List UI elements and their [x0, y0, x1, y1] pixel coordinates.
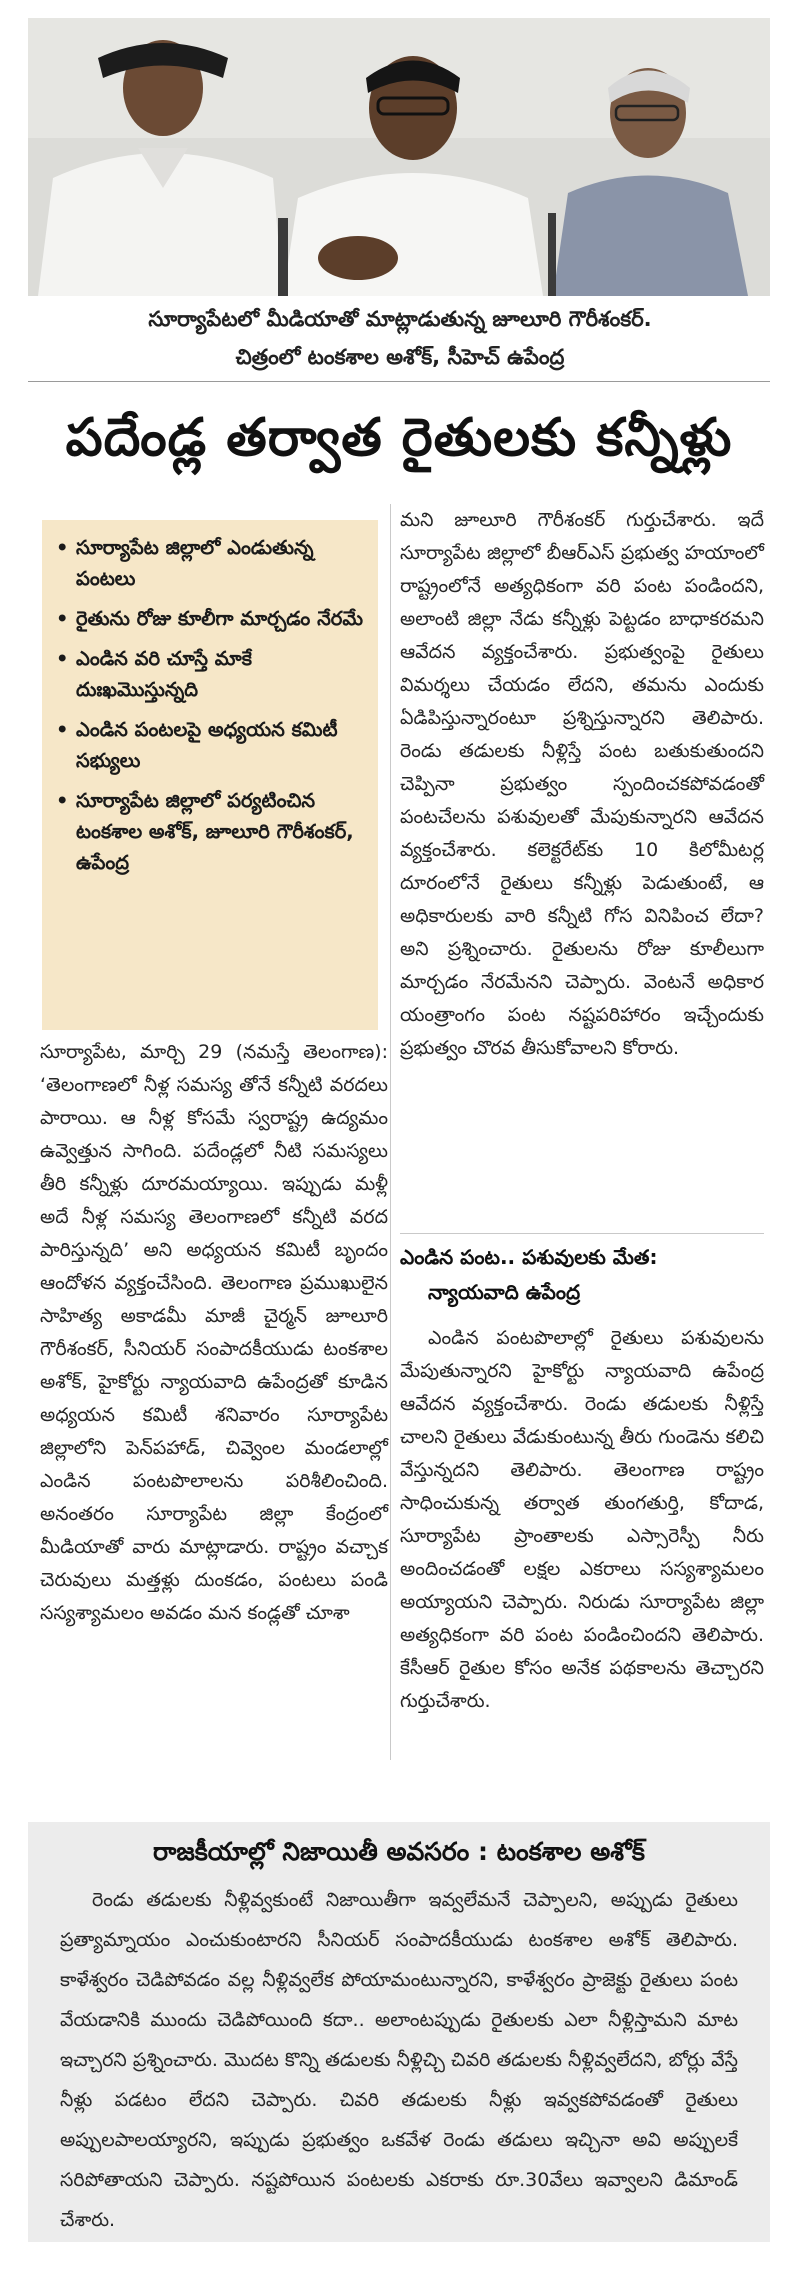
highlights-box — [42, 520, 378, 1030]
press-meet-photo — [28, 18, 770, 296]
article-column-1 — [40, 1036, 388, 1630]
highlight-item — [56, 643, 366, 705]
column-divider — [390, 504, 391, 1760]
article-paragraph: మని జూలూరి గౌరీశంకర్ గుర్తుచేశారు. ఇదే సూర్యాపేట జిల్లాలో బీఆర్‌ఎస్ ప్రభుత్వ హయాంలో రాష్ట్రంలోనే అత్యధికంగా వరి పంట పండిందని, అలాంటి జిల్లా నేడు కన్నీళ్లు పెట్టడం బాధాకరమని ఆవేదన వ్యక్తంచేశారు. ప్రభుత్వంపై రైతులు విమర్శలు చేయడం లేదని, తమను ఎందుకు ఏడిపిస్తున్నారంటూ ప్రశ్నిస్తున్నారని తెలిపారు. రెండు తడులకు నీళ్లిస్తే పంట బతుకుతుందని చెప్పినా ప్రభుత్వం స్పందించకపోవడంతో పంటచేలను పశువులతో మేపుకున్నారని ఆవేదన వ్యక్తంచేశారు. కలెక్టరేట్‌కు 10 కిలోమీటర్ల దూరంలోనే రైతులు కన్నీళ్లు పెడుతుంటే, ఆ అధికారులకు వారి కన్నీటి గోస వినిపించ లేదా? అని ప్రశ్నించారు. రైతులను రోజు కూలీలుగా మార్చడం నేరమేనని చెప్పారు. వెంటనే అధికార యంత్రాంగం పంట నష్టపరిహారం ఇచ్చేందుకు ప్రభుత్వం చొరవ తీసుకోవాలని కోరారు. — [400, 509, 764, 1059]
sidebar-title: రాజకీయాల్లో నిజాయితీ అవసరం : టంకశాల అశోక్ — [153, 1837, 645, 1866]
subheading-line-2: న్యాయవాది ఉపేంద్ర — [428, 1280, 581, 1304]
article-column-2b — [400, 1322, 764, 1718]
news-photo — [28, 18, 770, 296]
article-column-2 — [400, 504, 764, 1065]
bullet-icon: • — [56, 789, 69, 812]
subheading — [400, 1240, 764, 1310]
photo-caption — [40, 300, 760, 376]
article-paragraph: ఎండిన పంటపొలాల్లో రైతులు పశువులను మేపుతున్నారని హైకోర్టు న్యాయవాది ఉపేంద్ర ఆవేదన వ్యక్తంచేశారు. రెండు తడులకు నీళ్లిస్తే చాలని రైతులు వేడుకుంటున్న తీరు గుండెను కలిచి వేస్తున్నదని తెలిపారు. తెలంగాణ రాష్ట్రం సాధించుకున్న తర్వాత తుంగతుర్తి, కోదాడ, సూర్యాపేట ప్రాంతాలకు ఎస్సారెస్పీ నీరు అందించడంతో లక్షల ఎకరాలు సస్యశ్యామలం అయ్యాయని చెప్పారు. నిరుడు సూర్యాపేట జిల్లా అత్యధికంగా వరి పంట పండించిందని తెలిపారు. కేసీఆర్ రైతుల కోసం అనేక పథకాలను తెచ్చారని గుర్తుచేశారు. — [400, 1327, 764, 1712]
bullet-icon: • — [56, 607, 69, 630]
highlight-item — [56, 603, 366, 634]
subheading-line-1: ఎండిన పంట.. పశువులకు మేత: — [400, 1245, 658, 1269]
article-paragraph: సూర్యాపేట, మార్చి 29 (నమస్తే తెలంగాణ): ‘తెలంగాణలో నీళ్ల సమస్య తోనే కన్నీటి వరదలు పారాయి. ఆ నీళ్ల కోసమే స్వరాష్ట్ర ఉద్యమం ఉవ్వెత్తున సాగింది. పదేండ్లలో నీటి సమస్యలు తీరి కన్నీళ్లు దూరమయ్యాయి. ఇప్పుడు మళ్లీ అదే నీళ్ల సమస్య తెలంగాణలో కన్నీటి వరద పారిస్తున్నది’ అని అధ్యయన కమిటీ బృందం ఆందోళన వ్యక్తంచేసింది. తెలంగాణ ప్రముఖులైన సాహిత్య అకాడమీ మాజీ చైర్మన్ జూలూరి గౌరీశంకర్, సీనియర్ సంపాదకీయుడు టంకశాల అశోక్, హైకోర్టు న్యాయవాది ఉపేంద్రతో కూడిన అధ్యయన కమిటీ శనివారం సూర్యాపేట జిల్లాలోని పెన్‌పహాడ్, చివ్వెంల మండలాల్లో ఎండిన పంటపొలాలను పరిశీలించింది. అనంతరం సూర్యాపేట జిల్లా కేంద్రంలో మీడియాతో వారు మాట్లాడారు. రాష్ట్రం వచ్చాక చెరువులు మత్తళ్లు దుంకడం, పంటలు పండి సస్యశ్యామలం అవడం మన కండ్లతో చూశా — [40, 1041, 388, 1624]
highlight-text: ఎండిన వరి చూస్తే మాకే దుఃఖమొస్తున్నది — [76, 647, 252, 701]
caption-line-1: సూర్యాపేటలో మీడియాతో మాట్లాడుతున్న జూలూరి గౌరీశంకర్. — [148, 307, 652, 331]
caption-line-2: చిత్రంలో టంకశాల అశోక్, సీహెచ్ ఉపేంద్ర — [235, 345, 565, 369]
bullet-icon: • — [56, 718, 69, 741]
headline: పదేండ్ల తర్వాత రైతులకు కన్నీళ్లు — [65, 407, 733, 468]
highlight-item — [56, 532, 366, 594]
sidebar-box — [28, 1822, 770, 2242]
sidebar-body: రెండు తడులకు నీళ్లివ్వకుంటే నిజాయితీగా ఇవ్వలేమనే చెప్పాలని, అప్పుడు రైతులు ప్రత్యామ్నాయం ఎంచుకుంటారని సీనియర్ సంపాదకీయుడు టంకశాల అశోక్ తెలిపారు. కాళేశ్వరం చెడిపోవడం వల్ల నీళ్లివ్వలేక పోయామంటున్నారని, కాళేశ్వరం ప్రాజెక్టు రైతులు పంట వేయడానికి ముందు చెడిపోయింది కదా.. అలాంటప్పుడు రైతులకు ఎలా నీళ్లిస్తామని మాట ఇచ్చారని ప్రశ్నించారు. మొదట కొన్ని తడులకు నీళ్లిచ్చి చివరి తడులకు నీళ్లివ్వలేదని, బోర్లు వేస్తే నీళ్లు పడటం లేదని చెప్పారు. చివరి తడులకు నీళ్లు ఇవ్వకపోవడంతో రైతులు అప్పులపాలయ్యారని, ఇప్పుడు ప్రభుత్వం ఒకవేళ రెండు తడులు ఇచ్చినా అవి అప్పులకే సరిపోతాయని చెప్పారు. నష్టపోయిన పంటలకు ఎకరాకు రూ.30వేలు ఇవ్వాలని డిమాండ్ చేశారు. — [60, 1889, 738, 2231]
bullet-icon: • — [56, 536, 69, 559]
subhead-divider — [400, 1233, 764, 1234]
highlight-text: సూర్యాపేట జిల్లాలో పర్యటించిన టంకశాల అశోక్, జూలూరి గౌరీశంకర్, ఉపేంద్ర — [76, 789, 354, 874]
bullet-icon: • — [56, 647, 69, 670]
highlight-item — [56, 714, 366, 776]
caption-divider — [28, 381, 770, 382]
highlight-item — [56, 785, 366, 878]
highlight-text: సూర్యాపేట జిల్లాలో ఎండుతున్న పంటలు — [76, 536, 314, 590]
highlight-text: రైతును రోజు కూలీగా మార్చడం నేరమే — [76, 607, 363, 630]
highlight-text: ఎండిన పంటలపై అధ్యయన కమిటీ సభ్యులు — [76, 718, 338, 772]
